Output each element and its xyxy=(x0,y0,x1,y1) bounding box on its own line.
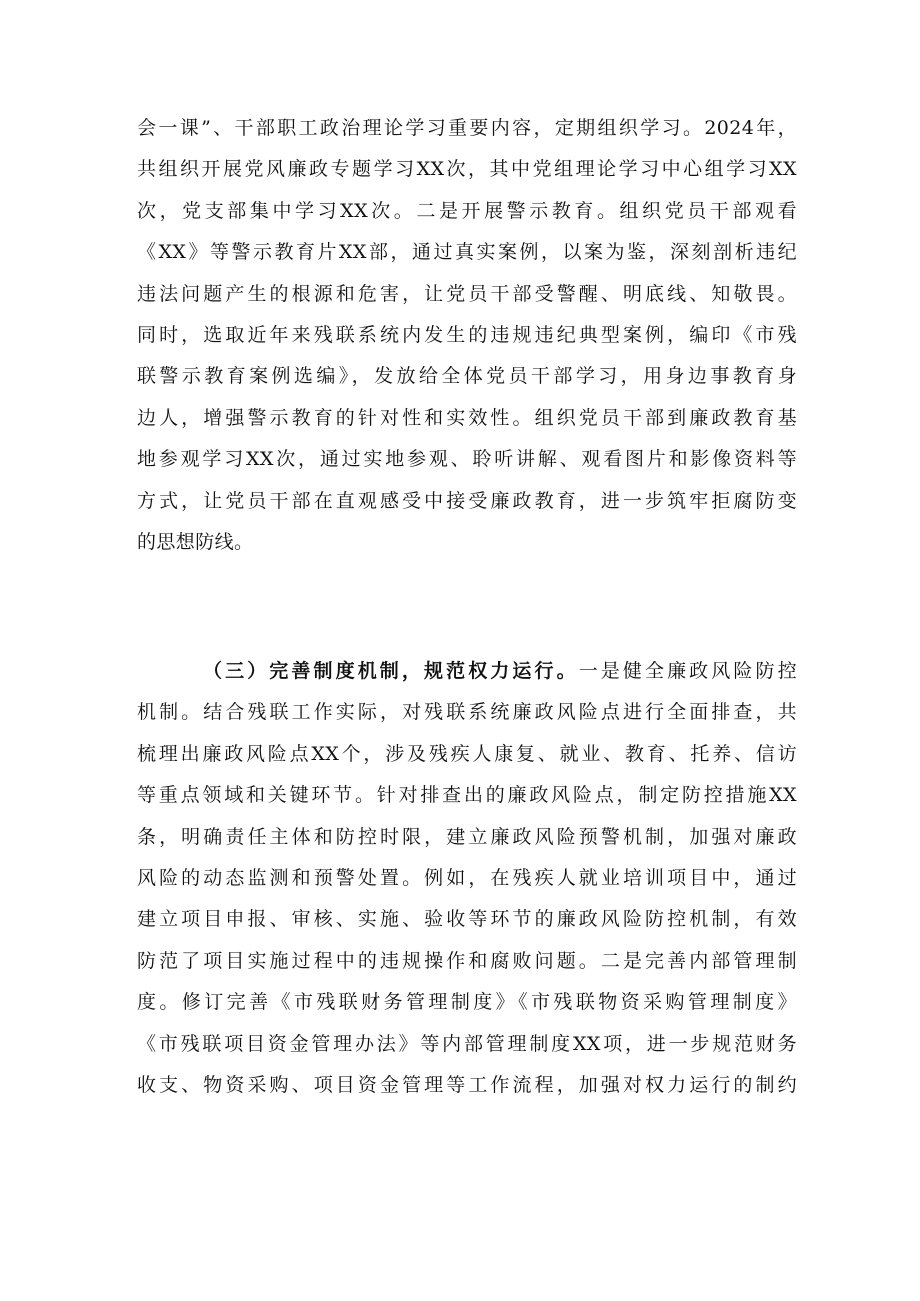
text-line: 违法问题产生的根源和危害，让党员干部受警醒、明底线、知敬畏。 xyxy=(137,282,797,305)
text-line: 联警示教育案例选编》，发放给全体党员干部学习，用身边事教育身 xyxy=(137,365,797,388)
text-line: 收支、物资采购、项目资金管理等工作流程，加强对权力运行的制约 xyxy=(137,1073,797,1096)
text-line: 次，党支部集中学习XX次。二是开展警示教育。组织党员干部观看 xyxy=(137,199,797,222)
text-line: 梳理出廉政风险点XX个，涉及残疾人康复、就业、教育、托养、信访 xyxy=(137,742,797,765)
text-run: 一是健全廉政风险防控 xyxy=(578,660,797,682)
paragraph-first-line xyxy=(137,651,797,692)
text-line: 等重点领域和关键环节。针对排查出的廉政风险点，制定防控措施XX xyxy=(137,784,797,807)
text-line: 会一课”、干部职工政治理论学习重要内容，定期组织学习。2024年， xyxy=(137,117,797,139)
text-line: 风险的动态监测和预警处置。例如，在残疾人就业培训项目中，通过 xyxy=(137,866,797,889)
text-line: 条，明确责任主体和防控时限，建立廉政风险预警机制，加强对廉政 xyxy=(137,825,797,848)
paragraph-warning-education xyxy=(137,108,797,563)
text-line: 建立项目申报、审核、实施、验收等环节的廉政风险防控机制，有效 xyxy=(137,908,797,931)
text-line: 《市残联项目资金管理办法》等内部管理制度XX项，进一步规范财务 xyxy=(137,1032,797,1055)
text-line: 的思想防线。 xyxy=(137,530,254,553)
text-line: 防范了项目实施过程中的违规操作和腐败问题。二是完善内部管理制 xyxy=(137,949,797,972)
text-line: 地参观学习XX次，通过实地参观、聆听讲解、观看图片和影像资料等 xyxy=(137,448,797,471)
paragraph-institutional-mechanism xyxy=(137,651,797,1106)
text-line: 度。修订完善《市残联财务管理制度》《市残联物资采购管理制度》 xyxy=(137,991,797,1014)
text-line: 《XX》等警示教育片XX部，通过真实案例，以案为鉴，深刻剖析违纪 xyxy=(137,241,797,264)
text-line: 机制。结合残联工作实际，对残联系统廉政风险点进行全面排查，共 xyxy=(137,701,797,724)
text-line: 共组织开展党风廉政专题学习XX次，其中党组理论学习中心组学习XX xyxy=(137,158,797,181)
text-line: 同时，选取近年来残联系统内发生的违规违纪典型案例，编印《市残 xyxy=(137,323,797,346)
text-line: 方式，让党员干部在直观感受中接受廉政教育，进一步筑牢拒腐防变 xyxy=(137,489,797,512)
text-line: 边人，增强警示教育的针对性和实效性。组织党员干部到廉政教育基 xyxy=(137,406,797,429)
section-heading: （三）完善制度机制，规范权力运行。 xyxy=(203,660,579,682)
